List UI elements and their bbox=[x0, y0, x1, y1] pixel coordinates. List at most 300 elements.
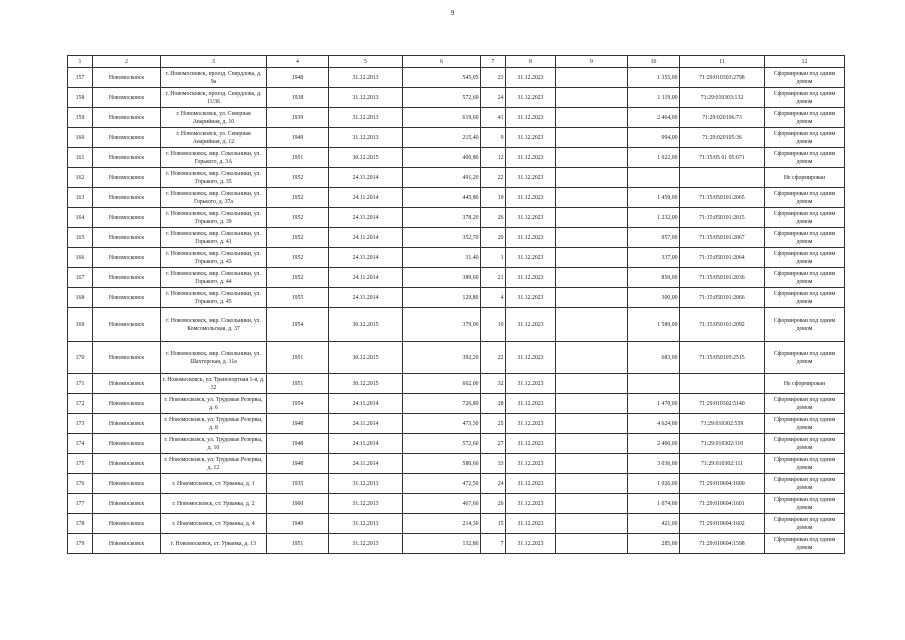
address-cell: г. Новомосковск, мкр. Сокольники, ул. Горького, д. 35 bbox=[161, 168, 267, 188]
status-cell: Сформирован под одним домом bbox=[765, 534, 845, 554]
value-cell: 1 119,00 bbox=[628, 88, 680, 108]
value-cell: 3 036,00 bbox=[628, 454, 680, 474]
row-number-cell: 164 bbox=[68, 208, 93, 228]
date-cell: 31.12.2023 bbox=[506, 168, 556, 188]
year-cell: 1952 bbox=[267, 248, 329, 268]
row-number-cell: 167 bbox=[68, 268, 93, 288]
status-cell: Сформирован под одним домом bbox=[765, 208, 845, 228]
address-cell: г. Новомосковск, ул. Трудовые Резервы, д. 8 bbox=[161, 414, 267, 434]
cadastral-number-cell: 71:29:010604:1601 bbox=[680, 494, 765, 514]
cadastral-number-cell: 71:15:050101:2092 bbox=[680, 308, 765, 342]
status-cell: Сформирован под одним домом bbox=[765, 514, 845, 534]
date-cell: 31.12.2023 bbox=[506, 342, 556, 374]
status-cell: Сформирован под одним домом bbox=[765, 414, 845, 434]
row-number-cell: 166 bbox=[68, 248, 93, 268]
table-row bbox=[68, 168, 845, 188]
value-cell: 1 232,00 bbox=[628, 208, 680, 228]
year-cell: 1938 bbox=[267, 88, 329, 108]
date-cell: 31.12.2013 bbox=[329, 128, 403, 148]
year-cell: 1951 bbox=[267, 148, 329, 168]
city-cell: Новомосковск bbox=[93, 88, 161, 108]
date-cell: 31.12.2023 bbox=[506, 394, 556, 414]
status-cell: Сформирован под одним домом bbox=[765, 68, 845, 88]
empty-cell bbox=[556, 248, 628, 268]
value-cell: 1 470,00 bbox=[628, 394, 680, 414]
year-cell: 1949 bbox=[267, 128, 329, 148]
address-cell: г. Новомосковск, ст. Урванка, д. 2 bbox=[161, 494, 267, 514]
status-cell: Сформирован под одним домом bbox=[765, 188, 845, 208]
empty-cell bbox=[556, 374, 628, 394]
area-cell: 580,60 bbox=[403, 454, 481, 474]
address-cell: г. Новомосковск, мкр. Сокольники, ул. Горького, д. 37а bbox=[161, 188, 267, 208]
year-cell: 1948 bbox=[267, 68, 329, 88]
value-cell: 2 464,00 bbox=[628, 108, 680, 128]
empty-cell bbox=[556, 434, 628, 454]
cadastral-number-cell: 71:29:010604:1602 bbox=[680, 514, 765, 534]
area-cell: 491,20 bbox=[403, 168, 481, 188]
date-cell: 31.12.2023 bbox=[506, 148, 556, 168]
count-cell: 22 bbox=[481, 342, 506, 374]
area-cell: 472,50 bbox=[403, 474, 481, 494]
count-cell: 10 bbox=[481, 308, 506, 342]
table-row bbox=[68, 534, 845, 554]
column-header: 3 bbox=[161, 56, 267, 68]
empty-cell bbox=[556, 288, 628, 308]
column-header: 5 bbox=[329, 56, 403, 68]
table-row bbox=[68, 248, 845, 268]
date-cell: 31.12.2023 bbox=[506, 248, 556, 268]
area-cell: 31,40 bbox=[403, 248, 481, 268]
city-cell: Новомосковск bbox=[93, 268, 161, 288]
date-cell: 24.11.2014 bbox=[329, 228, 403, 248]
row-number-cell: 161 bbox=[68, 148, 93, 168]
table-row bbox=[68, 414, 845, 434]
empty-cell bbox=[556, 68, 628, 88]
address-cell: г. Новомосковск, ст. Урванка, д. 4 bbox=[161, 514, 267, 534]
count-cell: 9 bbox=[481, 128, 506, 148]
empty-cell bbox=[556, 228, 628, 248]
table-row bbox=[68, 454, 845, 474]
area-cell: 379,00 bbox=[403, 308, 481, 342]
count-cell: 12 bbox=[481, 148, 506, 168]
address-cell: г. Новомосковск, мкр. Сокольники, ул. Горького, д. 43 bbox=[161, 248, 267, 268]
value-cell: 421,00 bbox=[628, 514, 680, 534]
value-cell: 2 400,00 bbox=[628, 434, 680, 454]
cadastral-number-cell: 71:29:020106:73 bbox=[680, 108, 765, 128]
status-cell: Сформирован под одним домом bbox=[765, 108, 845, 128]
value-cell bbox=[628, 168, 680, 188]
date-cell: 31.12.2023 bbox=[506, 128, 556, 148]
status-cell: Сформирован под одним домом bbox=[765, 268, 845, 288]
table-row bbox=[68, 342, 845, 374]
count-cell: 26 bbox=[481, 208, 506, 228]
date-cell: 31.12.2013 bbox=[329, 474, 403, 494]
table-row bbox=[68, 108, 845, 128]
row-number-cell: 174 bbox=[68, 434, 93, 454]
empty-cell bbox=[556, 128, 628, 148]
address-cell: г. Новомосковск, мкр. Сокольники, ул. Горького, д. 41 bbox=[161, 228, 267, 248]
date-cell: 31.12.2023 bbox=[506, 534, 556, 554]
city-cell: Новомосковск bbox=[93, 128, 161, 148]
row-number-cell: 172 bbox=[68, 394, 93, 414]
year-cell: 1948 bbox=[267, 414, 329, 434]
year-cell: 1939 bbox=[267, 108, 329, 128]
value-cell: 4 624,00 bbox=[628, 414, 680, 434]
column-header: 2 bbox=[93, 56, 161, 68]
empty-cell bbox=[556, 108, 628, 128]
area-cell: 378,20 bbox=[403, 208, 481, 228]
status-cell: Сформирован под одним домом bbox=[765, 248, 845, 268]
column-header: 11 bbox=[680, 56, 765, 68]
date-cell: 24.11.2014 bbox=[329, 434, 403, 454]
cadastral-number-cell: 71:15:050101:2064 bbox=[680, 248, 765, 268]
empty-cell bbox=[556, 168, 628, 188]
count-cell: 26 bbox=[481, 494, 506, 514]
row-number-cell: 178 bbox=[68, 514, 93, 534]
table-row bbox=[68, 474, 845, 494]
value-cell: 1 022,00 bbox=[628, 148, 680, 168]
status-cell: Сформирован под одним домом bbox=[765, 228, 845, 248]
date-cell: 31.12.2023 bbox=[506, 454, 556, 474]
status-cell: Не сформирован bbox=[765, 168, 845, 188]
count-cell: 15 bbox=[481, 514, 506, 534]
date-cell: 31.12.2023 bbox=[506, 228, 556, 248]
status-cell: Сформирован под одним домом bbox=[765, 454, 845, 474]
date-cell: 31.12.2023 bbox=[506, 414, 556, 434]
column-header: 1 bbox=[68, 56, 93, 68]
column-header: 4 bbox=[267, 56, 329, 68]
row-number-cell: 177 bbox=[68, 494, 93, 514]
column-header: 12 bbox=[765, 56, 845, 68]
empty-cell bbox=[556, 88, 628, 108]
cadastral-number-cell: 71:29:010604:1598 bbox=[680, 534, 765, 554]
date-cell: 31.12.2023 bbox=[506, 188, 556, 208]
count-cell: 22 bbox=[481, 168, 506, 188]
status-cell: Сформирован под одним домом bbox=[765, 474, 845, 494]
housing-registry-table bbox=[67, 55, 845, 554]
value-cell: 1 459,00 bbox=[628, 188, 680, 208]
date-cell: 24.11.2014 bbox=[329, 394, 403, 414]
year-cell: 1954 bbox=[267, 308, 329, 342]
count-cell: 33 bbox=[481, 454, 506, 474]
city-cell: Новомосковск bbox=[93, 434, 161, 454]
count-cell: 7 bbox=[481, 534, 506, 554]
table-row bbox=[68, 268, 845, 288]
city-cell: Новомосковск bbox=[93, 248, 161, 268]
city-cell: Новомосковск bbox=[93, 188, 161, 208]
empty-cell bbox=[556, 514, 628, 534]
city-cell: Новомосковск bbox=[93, 68, 161, 88]
cadastral-number-cell: 71:15:050101:2015 bbox=[680, 208, 765, 228]
table-row bbox=[68, 228, 845, 248]
empty-cell bbox=[556, 474, 628, 494]
cadastral-number-cell: 71:15:05 01 05:671 bbox=[680, 148, 765, 168]
empty-cell bbox=[556, 308, 628, 342]
date-cell: 31.12.2013 bbox=[329, 88, 403, 108]
row-number-cell: 176 bbox=[68, 474, 93, 494]
area-cell: 473,30 bbox=[403, 414, 481, 434]
table-row bbox=[68, 88, 845, 108]
year-cell: 1952 bbox=[267, 208, 329, 228]
date-cell: 31.12.2023 bbox=[506, 308, 556, 342]
value-cell: 957,00 bbox=[628, 228, 680, 248]
row-number-cell: 171 bbox=[68, 374, 93, 394]
empty-cell bbox=[556, 208, 628, 228]
cadastral-number-cell: 71:15:050101:2067 bbox=[680, 228, 765, 248]
area-cell: 572,60 bbox=[403, 88, 481, 108]
value-cell: 683,00 bbox=[628, 342, 680, 374]
date-cell: 30.12.2015 bbox=[329, 148, 403, 168]
empty-cell bbox=[556, 342, 628, 374]
column-header: 6 bbox=[403, 56, 481, 68]
address-cell: г. Новомосковск, ст. Урванка, д. 1 bbox=[161, 474, 267, 494]
year-cell: 1949 bbox=[267, 514, 329, 534]
value-cell: 1 589,00 bbox=[628, 308, 680, 342]
status-cell: Сформирован под одним домом bbox=[765, 128, 845, 148]
table-row bbox=[68, 514, 845, 534]
count-cell: 24 bbox=[481, 474, 506, 494]
year-cell: 1955 bbox=[267, 288, 329, 308]
empty-cell bbox=[556, 394, 628, 414]
status-cell: Сформирован под одним домом bbox=[765, 148, 845, 168]
header-row bbox=[68, 56, 845, 68]
status-cell: Сформирован под одним домом bbox=[765, 394, 845, 414]
date-cell: 31.12.2023 bbox=[506, 108, 556, 128]
year-cell: 1952 bbox=[267, 268, 329, 288]
date-cell: 31.12.2013 bbox=[329, 534, 403, 554]
year-cell: 1948 bbox=[267, 454, 329, 474]
area-cell: 619,60 bbox=[403, 108, 481, 128]
cadastral-number-cell: 71:29:010302:110 bbox=[680, 434, 765, 454]
city-cell: Новомосковск bbox=[93, 208, 161, 228]
value-cell: 850,00 bbox=[628, 268, 680, 288]
count-cell: 24 bbox=[481, 88, 506, 108]
address-cell: г. Новомосковск, ул. Трудовые Резервы, д. 6 bbox=[161, 394, 267, 414]
address-cell: г. Новомосковск, мкр. Сокольники, ул. Горького, д. 3А bbox=[161, 148, 267, 168]
city-cell: Новомосковск bbox=[93, 168, 161, 188]
date-cell: 31.12.2023 bbox=[506, 88, 556, 108]
year-cell: 1952 bbox=[267, 188, 329, 208]
date-cell: 31.12.2023 bbox=[506, 288, 556, 308]
date-cell: 30.12.2015 bbox=[329, 308, 403, 342]
date-cell: 31.12.2023 bbox=[506, 514, 556, 534]
count-cell: 25 bbox=[481, 414, 506, 434]
count-cell: 28 bbox=[481, 394, 506, 414]
empty-cell bbox=[556, 268, 628, 288]
city-cell: Новомосковск bbox=[93, 108, 161, 128]
date-cell: 31.12.2013 bbox=[329, 68, 403, 88]
date-cell: 31.12.2023 bbox=[506, 494, 556, 514]
empty-cell bbox=[556, 188, 628, 208]
date-cell: 24.11.2014 bbox=[329, 268, 403, 288]
area-cell: 389,60 bbox=[403, 268, 481, 288]
year-cell: 1954 bbox=[267, 394, 329, 414]
row-number-cell: 170 bbox=[68, 342, 93, 374]
cadastral-number-cell: 71:15:050105:2515 bbox=[680, 342, 765, 374]
table-row bbox=[68, 394, 845, 414]
row-number-cell: 158 bbox=[68, 88, 93, 108]
address-cell: г. Новомосковск, мкр. Сокольники, ул. Горького, д. 45 bbox=[161, 288, 267, 308]
count-cell: 4 bbox=[481, 288, 506, 308]
empty-cell bbox=[556, 494, 628, 514]
table-row bbox=[68, 374, 845, 394]
empty-cell bbox=[556, 534, 628, 554]
area-cell: 215,40 bbox=[403, 128, 481, 148]
column-header: 7 bbox=[481, 56, 506, 68]
table-row bbox=[68, 188, 845, 208]
address-cell: г. Новомосковск, ул. Трудовые Резервы, д. 12 bbox=[161, 454, 267, 474]
address-cell: г. Новомосковск, ул. Транспортная 1-я, д. 32 bbox=[161, 374, 267, 394]
page-number: 9 bbox=[450, 9, 455, 17]
city-cell: Новомосковск bbox=[93, 454, 161, 474]
count-cell: 19 bbox=[481, 188, 506, 208]
area-cell: 132,80 bbox=[403, 534, 481, 554]
cadastral-number-cell: 71:29:010302:111 bbox=[680, 454, 765, 474]
value-cell: 300,00 bbox=[628, 288, 680, 308]
year-cell: 1948 bbox=[267, 434, 329, 454]
date-cell: 24.11.2014 bbox=[329, 414, 403, 434]
city-cell: Новомосковск bbox=[93, 288, 161, 308]
date-cell: 31.12.2023 bbox=[506, 374, 556, 394]
status-cell: Сформирован под одним домом bbox=[765, 434, 845, 454]
table-row bbox=[68, 288, 845, 308]
status-cell: Не сформирован bbox=[765, 374, 845, 394]
value-cell: 1 026,00 bbox=[628, 474, 680, 494]
address-cell: г. Новомосковск, проезд. Свердлова, д. 11/36 bbox=[161, 88, 267, 108]
year-cell: 1951 bbox=[267, 374, 329, 394]
cadastral-number-cell: 71:29:010303:132 bbox=[680, 88, 765, 108]
count-cell: 27 bbox=[481, 434, 506, 454]
date-cell: 24.11.2014 bbox=[329, 168, 403, 188]
area-cell: 214,30 bbox=[403, 514, 481, 534]
cadastral-number-cell: 71:29:010302:5140 bbox=[680, 394, 765, 414]
city-cell: Новомосковск bbox=[93, 534, 161, 554]
city-cell: Новомосковск bbox=[93, 414, 161, 434]
address-cell: г. Новомосковск, мкр. Сокольники, ул. Горького, д. 39 bbox=[161, 208, 267, 228]
cadastral-number-cell: 71:15:050101:2065 bbox=[680, 188, 765, 208]
area-cell: 726,80 bbox=[403, 394, 481, 414]
value-cell: 1 074,00 bbox=[628, 494, 680, 514]
address-cell: г. Новомосковск, ул. Трудовые Резервы, д. 10 bbox=[161, 434, 267, 454]
year-cell: 1935 bbox=[267, 474, 329, 494]
count-cell: 32 bbox=[481, 374, 506, 394]
row-number-cell: 169 bbox=[68, 308, 93, 342]
value-cell: 285,00 bbox=[628, 534, 680, 554]
city-cell: Новомосковск bbox=[93, 308, 161, 342]
count-cell: 23 bbox=[481, 68, 506, 88]
table-row bbox=[68, 434, 845, 454]
count-cell: 41 bbox=[481, 108, 506, 128]
row-number-cell: 159 bbox=[68, 108, 93, 128]
date-cell: 31.12.2013 bbox=[329, 108, 403, 128]
row-number-cell: 175 bbox=[68, 454, 93, 474]
column-header: 9 bbox=[556, 56, 628, 68]
row-number-cell: 160 bbox=[68, 128, 93, 148]
status-cell: Сформирован под одним домом bbox=[765, 494, 845, 514]
table-row bbox=[68, 494, 845, 514]
row-number-cell: 162 bbox=[68, 168, 93, 188]
cadastral-number-cell: 71:29:020105:36 bbox=[680, 128, 765, 148]
city-cell: Новомосковск bbox=[93, 474, 161, 494]
area-cell: 352,70 bbox=[403, 228, 481, 248]
year-cell: 1952 bbox=[267, 228, 329, 248]
area-cell: 572,60 bbox=[403, 434, 481, 454]
date-cell: 31.12.2023 bbox=[506, 68, 556, 88]
value-cell: 337,00 bbox=[628, 248, 680, 268]
cadastral-number-cell: 71:15:050101:2036 bbox=[680, 268, 765, 288]
row-number-cell: 168 bbox=[68, 288, 93, 308]
status-cell: Сформирован под одним домом bbox=[765, 88, 845, 108]
column-header: 8 bbox=[506, 56, 556, 68]
status-cell: Сформирован под одним домом bbox=[765, 308, 845, 342]
date-cell: 24.11.2014 bbox=[329, 208, 403, 228]
cadastral-number-cell: 71:29:010303:2798 bbox=[680, 68, 765, 88]
year-cell: 1960 bbox=[267, 494, 329, 514]
empty-cell bbox=[556, 454, 628, 474]
date-cell: 31.12.2013 bbox=[329, 514, 403, 534]
city-cell: Новомосковск bbox=[93, 342, 161, 374]
value-cell bbox=[628, 374, 680, 394]
cadastral-number-cell: 71:15:050101:2066 bbox=[680, 288, 765, 308]
year-cell: 1952 bbox=[267, 168, 329, 188]
cadastral-number-cell: 71:29:010604:1600 bbox=[680, 474, 765, 494]
date-cell: 31.12.2023 bbox=[506, 434, 556, 454]
table-row bbox=[68, 148, 845, 168]
status-cell: Сформирован под одним домом bbox=[765, 342, 845, 374]
year-cell: 1951 bbox=[267, 342, 329, 374]
date-cell: 24.11.2014 bbox=[329, 288, 403, 308]
row-number-cell: 157 bbox=[68, 68, 93, 88]
value-cell: 994,00 bbox=[628, 128, 680, 148]
address-cell: г. Новомосковск, проезд. Свердлова, д. 9а bbox=[161, 68, 267, 88]
date-cell: 30.12.2015 bbox=[329, 342, 403, 374]
area-cell: 392,20 bbox=[403, 342, 481, 374]
date-cell: 24.11.2014 bbox=[329, 248, 403, 268]
address-cell: г. Новомосковск, мкр. Сокольники, ул. Горького, д. 44 bbox=[161, 268, 267, 288]
table-row bbox=[68, 68, 845, 88]
row-number-cell: 179 bbox=[68, 534, 93, 554]
date-cell: 31.12.2023 bbox=[506, 208, 556, 228]
row-number-cell: 163 bbox=[68, 188, 93, 208]
cadastral-number-cell: 71:29:010302:559 bbox=[680, 414, 765, 434]
address-cell: г. Новомосковск, ст. Урванка, д. 13 bbox=[161, 534, 267, 554]
count-cell: 1 bbox=[481, 248, 506, 268]
area-cell: 445,80 bbox=[403, 188, 481, 208]
count-cell: 21 bbox=[481, 268, 506, 288]
city-cell: Новомосковск bbox=[93, 494, 161, 514]
status-cell: Сформирован под одним домом bbox=[765, 288, 845, 308]
table-row bbox=[68, 208, 845, 228]
row-number-cell: 165 bbox=[68, 228, 93, 248]
city-cell: Новомосковск bbox=[93, 374, 161, 394]
cadastral-number-cell bbox=[680, 168, 765, 188]
cadastral-number-cell bbox=[680, 374, 765, 394]
value-cell: 1 355,00 bbox=[628, 68, 680, 88]
city-cell: Новомосковск bbox=[93, 514, 161, 534]
area-cell: 400,80 bbox=[403, 148, 481, 168]
city-cell: Новомосковск bbox=[93, 148, 161, 168]
table-row bbox=[68, 308, 845, 342]
count-cell: 20 bbox=[481, 228, 506, 248]
address-cell: г. Новомосковск, ул. Северная Аварийная, д. 12 bbox=[161, 128, 267, 148]
date-cell: 30.12.2015 bbox=[329, 374, 403, 394]
row-number-cell: 173 bbox=[68, 414, 93, 434]
area-cell: 129,80 bbox=[403, 288, 481, 308]
date-cell: 24.11.2014 bbox=[329, 188, 403, 208]
area-cell: 545,05 bbox=[403, 68, 481, 88]
city-cell: Новомосковск bbox=[93, 394, 161, 414]
date-cell: 31.12.2013 bbox=[329, 494, 403, 514]
